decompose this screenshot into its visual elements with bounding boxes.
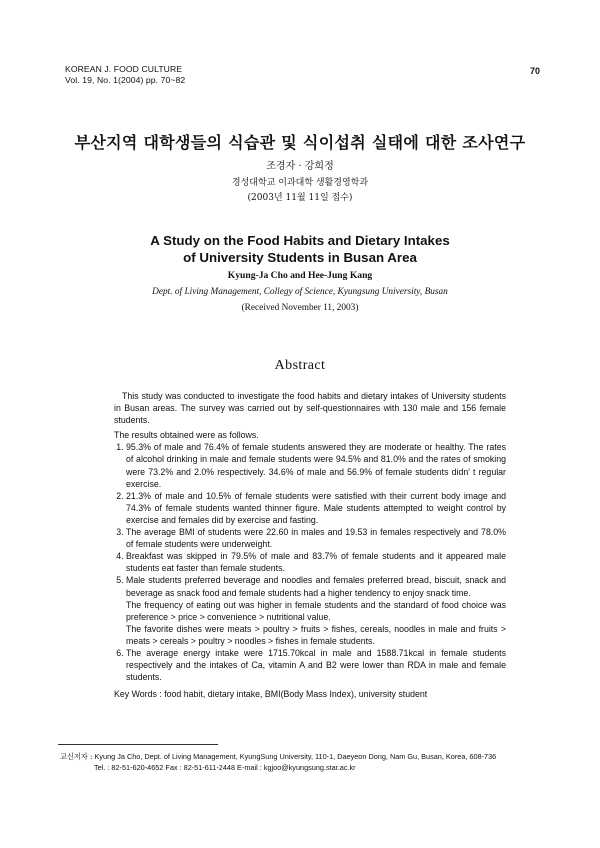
- result-item: [126, 441, 506, 489]
- volume-info: Vol. 19, No. 1(2004) pp. 70~82: [65, 75, 186, 85]
- footnote-contact: Tel. : 82-51-620-4652 Fax : 82-51-611-2448 E-mail : kgjoo@kyungsung.star.ac.kr: [94, 763, 356, 772]
- result-text: 3. The average BMI of students were 22.60 in males and 19.53 in females respectively and 78.0% of female students were underweight.: [126, 527, 506, 550]
- korean-affiliation: 경성대학교 이과대학 생활경영학과: [231, 178, 369, 188]
- journal-header: [65, 64, 185, 86]
- corresponding-author-footnote: [60, 751, 530, 773]
- english-affiliation: Dept. of Living Management, Collegy of Science, Kyungsung University, Busan: [152, 287, 448, 297]
- results-list: [114, 441, 506, 683]
- result-item: [126, 526, 506, 550]
- footnote-divider: [58, 744, 218, 745]
- footnote-label: 교신저자 :: [60, 752, 93, 761]
- english-authors: Kyung-Ja Cho and Hee-Jung Kang: [227, 270, 373, 281]
- result-item: [126, 647, 506, 683]
- footnote-address: Kyung Ja Cho, Dept. of Living Management, KyungSung University, 110-1, Daeyeon Dong, Nam Gu, Busan, Korea, 608-736: [94, 752, 497, 761]
- english-title-line1: A Study on the Food Habits and Dietary Intakes: [150, 233, 450, 248]
- result-item: [126, 490, 506, 526]
- result-item: [126, 550, 506, 574]
- result-text: 1. 95.3% of male and 76.4% of female students answered they are moderate or healthy. The rates of alcohol drinking in male and female students were 94.5% and 81.0% and the rates of smoking were 73.2% and 2.0% respectively. 34.6% of male and 56.9% of female students didn' t regular exercise.: [126, 442, 506, 489]
- abstract-body: [114, 390, 506, 700]
- english-title: [0, 232, 600, 266]
- result-text: 4. Breakfast was skipped in 79.5% of male and 83.7% of female students and it appeared male students eat faster than female students.: [126, 551, 506, 574]
- result-text: 6. The average energy intake were 1715.70kcal in male and 1588.71kcal in female students respectively and the intakes of Ca, vitamin A and B2 were lower than RDA in male and female students.: [126, 647, 506, 683]
- results-intro: The results obtained were as follows.: [114, 430, 259, 441]
- korean-authors: 조경자 · 강희정: [266, 161, 334, 172]
- keywords: Key Words : food habit, dietary intake, BMI(Body Mass Index), university student: [114, 689, 428, 700]
- result-text: 5. Male students preferred beverage and noodles and females preferred bread, biscuit, snack and beverage as snack food and female students had a higher tendency to enjoy snack time.: [126, 575, 506, 598]
- korean-title: 부산지역 대학생들의 식습관 및 식이섭취 실태에 대한 조사연구: [74, 133, 526, 152]
- english-title-line2: of University Students in Busan Area: [183, 250, 417, 265]
- result-item: [126, 574, 506, 647]
- abstract-intro: This study was conducted to investigate the food habits and dietary intakes of University students in Busan areas. The survey was carried out by self-questionnaires with 130 male and 156 female students.: [114, 391, 506, 426]
- abstract-heading: Abstract: [274, 358, 326, 373]
- journal-name: KOREAN J. FOOD CULTURE: [65, 64, 183, 74]
- korean-received-date: (2003년 11월 11일 접수): [247, 193, 353, 203]
- result-text: 2. 21.3% of male and 10.5% of female students were satisfied with their current body image and 74.3% of female students wanted thinner figure. Male students attempted to weight control by exercise and females did by exercise and fasting.: [126, 490, 506, 525]
- result-subtext: The favorite dishes were meats > poultry > fruits > fishes, cereals, noodles in male and fruits > meats > cereals > poultry > noodles > fishes in female students.: [126, 623, 506, 646]
- page-number: 70: [530, 66, 541, 76]
- english-received-date: (Received November 11, 2003): [241, 303, 359, 313]
- result-subtext: The frequency of eating out was higher in female students and the standard of food choice was preference > price > convenience > nutritional value.: [126, 599, 506, 622]
